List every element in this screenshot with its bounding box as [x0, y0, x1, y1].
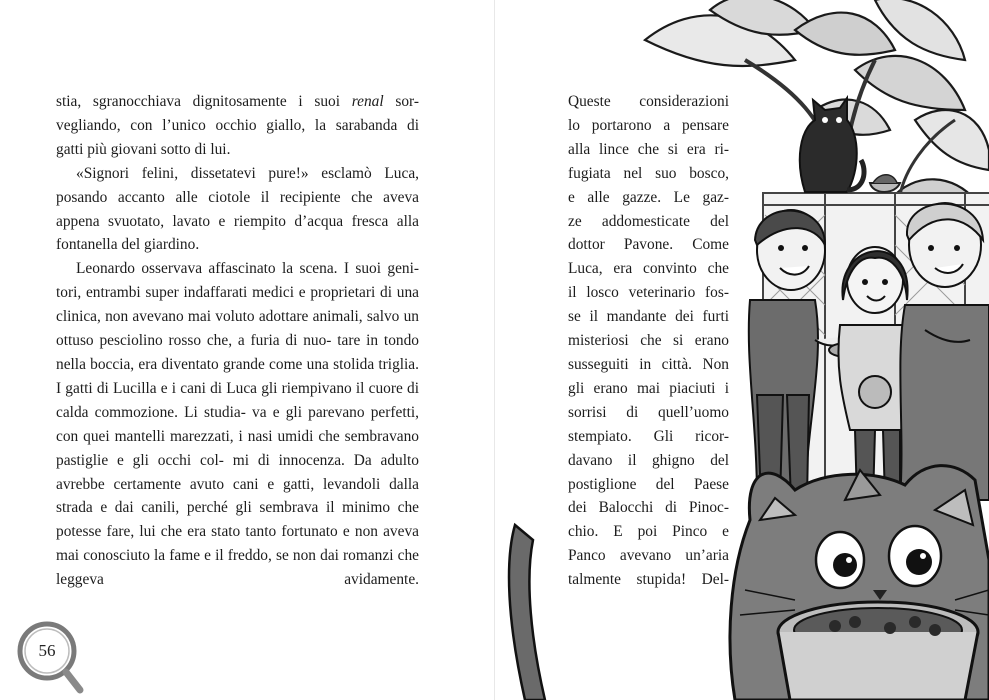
- text-line: i nasi umidi che sembravano pastiglie e gli occhi col-: [56, 427, 419, 469]
- text-line: posando accanto alle ciotole il recipiente che aveva: [56, 188, 419, 206]
- text-line: Queste considerazioni: [568, 93, 729, 110]
- text-line: ze addomesticate del: [568, 212, 729, 230]
- text-line: gli erano mai piaciuti i: [568, 379, 729, 397]
- text-line: stempiato. Gli ricor-: [568, 427, 729, 445]
- cat-food-bowl: [778, 602, 978, 700]
- text-line: il losco veterinario fos-: [568, 284, 729, 302]
- page-number-badge: [18, 622, 76, 680]
- text-line: tanto fortunato e non aveva mai conosciuto la fame e: [56, 523, 419, 565]
- text-line: Luca, era convinto che: [568, 260, 729, 278]
- text-line: e alle gazze. Le gaz-: [568, 188, 729, 206]
- text-line: alla lince che si era ri-: [568, 140, 729, 158]
- paragraph-2-end: [56, 233, 419, 257]
- left-page: [0, 0, 494, 700]
- cat-tail: [509, 525, 545, 700]
- text-line: salvo un ottuso pesciolino rosso che, a furia di nuo-: [56, 308, 419, 350]
- text-line: dei Balocchi di Pinoc-: [568, 499, 729, 517]
- paragraph-3: [56, 257, 419, 592]
- text-line: se il mandante dei furti: [568, 308, 729, 326]
- text-line: Panco avevano un’aria: [568, 547, 729, 565]
- text-line: riempivano il cuore di calda commozione. Li studia-: [56, 379, 419, 421]
- paragraph-1: [56, 90, 419, 138]
- right-page: [495, 0, 989, 700]
- text-line: sorrisi di quell’uomo: [568, 403, 729, 421]
- page-number: 56: [38, 641, 56, 660]
- text-line: lo portarono a pensare: [568, 116, 729, 134]
- text-line: fugiata nel suo bosco,: [568, 164, 729, 182]
- italic-word-renal: renal: [351, 93, 384, 110]
- left-page-text: [56, 90, 419, 592]
- text-line: sembrava il minimo che potesse fare, lui che era stato: [56, 499, 419, 541]
- text-line: tori, entrambi super indaffarati medici e proprietari di: [56, 284, 392, 302]
- text-line: dottor Pavone. Come: [568, 236, 729, 254]
- text-line: «Signori felini, dissetatevi pure!» esclamò Luca,: [76, 164, 419, 182]
- text-line: una stolida triglia. I gatti di Lucilla e i cani di Luca gli: [56, 355, 419, 397]
- text-line: sor-: [383, 93, 419, 110]
- right-page-text: [568, 90, 729, 592]
- text-line: vegliando, con l’unico occhio giallo, la sarabanda di: [56, 116, 419, 134]
- paragraph-2: [56, 162, 419, 234]
- text-line: appena svuotato, lavato e riempito d’acqua fresca alla: [56, 212, 419, 230]
- text-line: postiglione del Paese: [568, 475, 729, 493]
- text-line: il freddo, se non dai romanzi che leggeva avidamente.: [56, 547, 419, 589]
- boy-right: [900, 203, 989, 500]
- text-line: talmente stupida! Del-: [568, 571, 729, 589]
- text-line: stia, sgranocchiava dignitosamente i suoi: [56, 93, 352, 110]
- paragraph-1-end: [56, 138, 419, 162]
- text-line: misteriosi che si erano: [568, 332, 729, 350]
- text-line: fontanella del giardino.: [56, 236, 200, 254]
- text-line: va e gli parevano perfetti, con quei mantelli marezzati,: [56, 403, 419, 445]
- text-line: davano il ghigno del: [568, 451, 729, 469]
- text-line: mi di innocenza. Da adulto avrebbe certamente avuto: [56, 451, 419, 493]
- text-line: gatti più giovani sotto di lui.: [56, 140, 231, 158]
- text-line: susseguiti in città. Non: [568, 355, 729, 373]
- text-line: Leonardo osservava affascinato la scena. I suoi geni-: [76, 260, 419, 278]
- text-line: chio. E poi Pinco e: [568, 523, 729, 541]
- text-line: cani e gatti, levandoli dalla strada e dai canili, perché gli: [56, 475, 419, 517]
- text-line: tare in tondo nella boccia, era diventato grande come: [56, 332, 419, 373]
- text-line: una clinica, non avevano mai voluto adottare animali,: [56, 284, 419, 326]
